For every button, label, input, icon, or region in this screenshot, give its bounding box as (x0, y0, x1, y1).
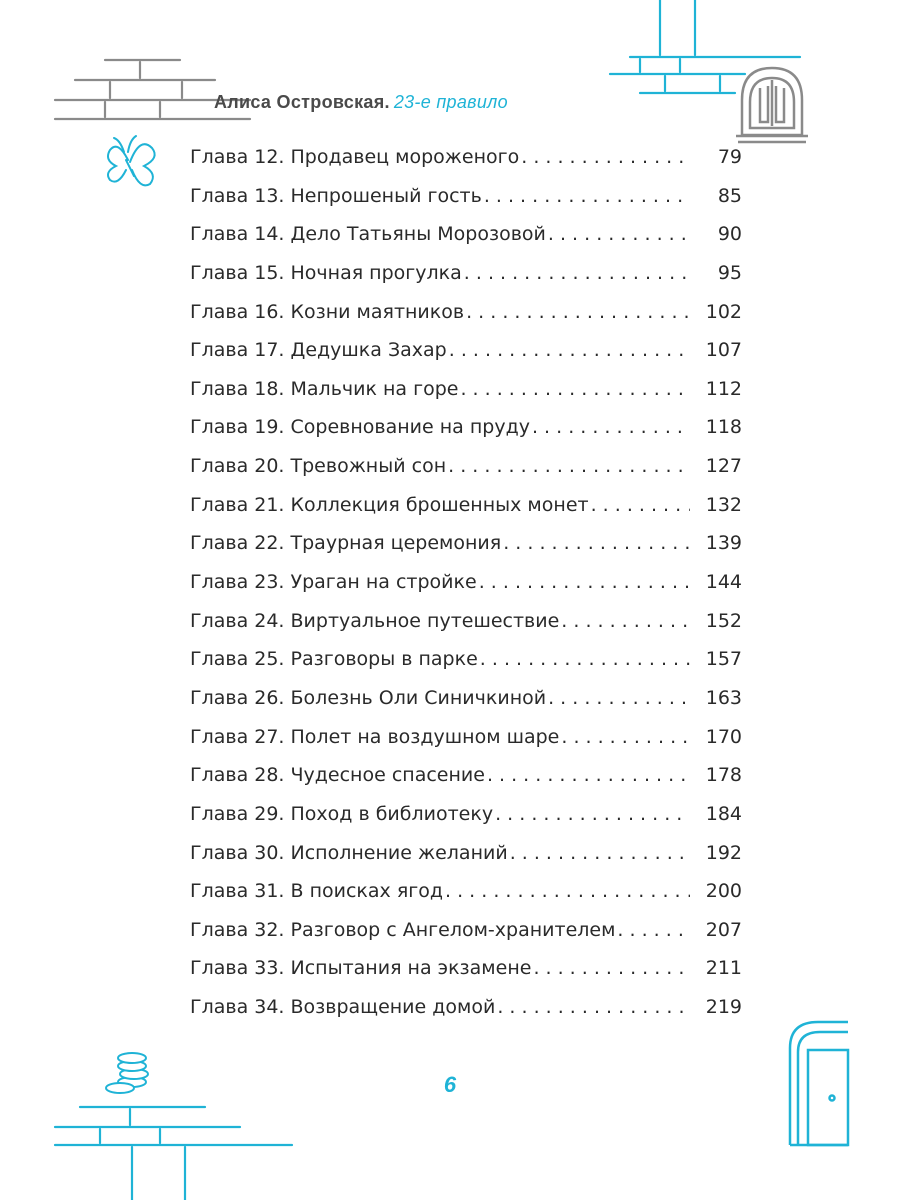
toc-entry (190, 610, 742, 649)
toc-title: Глава 30. Исполнение желаний (190, 841, 508, 864)
toc-title: Глава 33. Испытания на экзамене (190, 957, 532, 980)
toc-leader (487, 764, 690, 786)
toc-leader (510, 842, 690, 864)
toc-page: 152 (705, 609, 742, 632)
toc-title: Глава 26. Болезнь Оли Синичкиной (190, 686, 547, 709)
toc-entry (190, 378, 742, 417)
toc-leader (480, 648, 690, 670)
header-author: Алиса Островская. (214, 92, 390, 112)
toc-entry (190, 803, 742, 842)
toc-page: 211 (705, 957, 742, 980)
toc-leader (617, 919, 690, 941)
toc-entry (190, 185, 742, 224)
toc-page: 127 (705, 455, 742, 478)
toc-title: Глава 14. Дело Татьяны Морозовой (190, 223, 546, 246)
toc-entry (190, 262, 742, 301)
toc-entry (190, 339, 742, 378)
toc-page: 85 (717, 184, 742, 207)
toc-title: Глава 19. Соревнование на пруду (190, 416, 530, 439)
toc-page: 118 (705, 416, 742, 439)
toc-page: 144 (705, 571, 742, 594)
toc-title: Глава 32. Разговор с Ангелом-хранителем (190, 918, 616, 941)
running-header (214, 92, 508, 113)
toc-page: 207 (705, 918, 742, 941)
toc-leader (561, 726, 690, 748)
toc-page: 139 (705, 532, 742, 555)
toc-title: Глава 28. Чудесное спасение (190, 764, 485, 787)
toc-leader (561, 610, 690, 632)
toc-leader (532, 416, 690, 438)
toc-page: 178 (705, 764, 742, 787)
toc-entry (190, 687, 742, 726)
toc-page: 157 (705, 648, 742, 671)
toc-entry (190, 571, 742, 610)
toc-entry (190, 416, 742, 455)
toc-entry (190, 494, 742, 533)
toc-leader (548, 223, 690, 245)
toc-leader (503, 532, 690, 554)
toc-title: Глава 27. Полет на воздушном шаре (190, 725, 560, 748)
toc-page: 132 (705, 493, 742, 516)
toc-entry (190, 764, 742, 803)
toc-page: 90 (717, 223, 742, 246)
toc-leader (591, 494, 690, 516)
toc-leader (495, 803, 690, 825)
toc-title: Глава 25. Разговоры в парке (190, 648, 478, 671)
toc-leader (497, 996, 690, 1018)
toc-title: Глава 13. Непрошеный гость (190, 184, 482, 207)
toc-entry (190, 726, 742, 765)
toc-entry (190, 223, 742, 262)
toc-title: Глава 24. Виртуальное путешествие (190, 609, 560, 632)
toc-title: Глава 29. Поход в библиотеку (190, 802, 494, 825)
toc-page: 184 (705, 802, 742, 825)
toc-entry (190, 532, 742, 571)
toc-leader (466, 301, 690, 323)
toc-title: Глава 23. Ураган на стройке (190, 571, 477, 594)
toc-title: Глава 34. Возвращение домой (190, 996, 496, 1019)
toc-entry (190, 146, 742, 185)
toc-title: Глава 18. Мальчик на горе (190, 377, 459, 400)
table-of-contents (190, 146, 742, 1035)
toc-title: Глава 16. Козни маятников (190, 300, 465, 323)
toc-leader (548, 687, 690, 709)
window-icon (736, 68, 808, 142)
toc-title: Глава 22. Траурная церемония (190, 532, 502, 555)
toc-entry (190, 455, 742, 494)
toc-title: Глава 15. Ночная прогулка (190, 261, 462, 284)
toc-entry (190, 919, 742, 958)
toc-title: Глава 31. В поисках ягод (190, 880, 444, 903)
toc-page: 102 (705, 300, 742, 323)
toc-entry (190, 842, 742, 881)
toc-page: 95 (717, 261, 742, 284)
toc-page: 170 (705, 725, 742, 748)
toc-leader (464, 262, 690, 284)
toc-page: 79 (717, 146, 742, 168)
toc-page: 112 (705, 377, 742, 400)
toc-title: Глава 17. Дедушка Захар (190, 339, 447, 362)
toc-entry (190, 996, 742, 1035)
header-book-title: 23-е правило (393, 92, 508, 112)
toc-leader (460, 378, 690, 400)
toc-entry (190, 648, 742, 687)
toc-leader (449, 339, 690, 361)
toc-title: Глава 21. Коллекция брошенных монет (190, 493, 589, 516)
toc-leader (533, 957, 690, 979)
toc-leader (445, 880, 690, 902)
toc-title: Глава 12. Продавец мороженого (190, 146, 520, 168)
toc-leader (448, 455, 690, 477)
toc-page: 192 (705, 841, 742, 864)
toc-page: 163 (705, 686, 742, 709)
toc-page: 200 (705, 880, 742, 903)
toc-entry (190, 880, 742, 919)
toc-leader (484, 185, 690, 207)
toc-page: 219 (705, 996, 742, 1019)
bottom-brick-wall-icon (55, 1107, 292, 1200)
toc-entry (190, 957, 742, 996)
toc-leader (479, 571, 690, 593)
toc-entry (190, 301, 742, 340)
page-number: 6 (443, 1072, 457, 1097)
butterfly-icon (108, 136, 155, 185)
toc-leader (521, 146, 690, 168)
toc-title: Глава 20. Тревожный сон (190, 455, 447, 478)
toc-page: 107 (705, 339, 742, 362)
